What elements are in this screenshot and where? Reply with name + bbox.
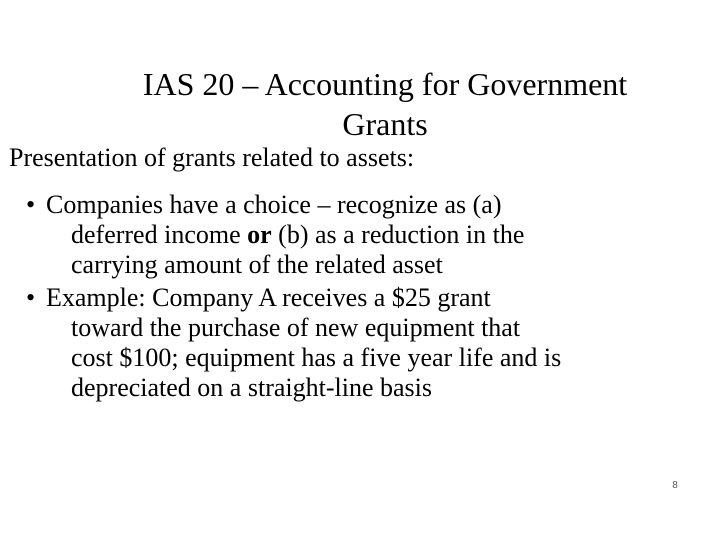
intro-text: Presentation of grants related to assets: bbox=[9, 143, 415, 172]
slide-title bbox=[60, 64, 710, 144]
bullet-item-example bbox=[9, 283, 709, 403]
bullet-item-choice bbox=[9, 190, 709, 280]
slide-title-line-1: IAS 20 – Accounting for Government bbox=[142, 66, 628, 102]
bullet-line bbox=[46, 220, 709, 250]
bullet-list bbox=[9, 190, 709, 406]
bullet-icon: • bbox=[26, 190, 36, 219]
bullet-icon: • bbox=[26, 283, 36, 312]
bullet-line-part: deferred income bbox=[71, 220, 248, 249]
bullet-line-part: (b) as a reduction in the bbox=[271, 220, 525, 249]
emphasis-or: or bbox=[247, 220, 272, 249]
bullet-line: carrying amount of the related asset bbox=[71, 250, 443, 279]
bullet-text bbox=[46, 283, 709, 403]
bullet-line: Example: Company A receives a $25 grant bbox=[46, 283, 491, 312]
page-number: 8 bbox=[672, 480, 678, 491]
bullet-line: depreciated on a straight-line basis bbox=[71, 373, 432, 402]
bullet-line: toward the purchase of new equipment that bbox=[71, 313, 521, 342]
slide-title-line-2: Grants bbox=[342, 106, 428, 142]
bullet-text bbox=[46, 190, 709, 280]
bullet-line: cost $100; equipment has a five year life and is bbox=[71, 343, 562, 372]
bullet-line: Companies have a choice – recognize as (a) bbox=[46, 190, 502, 219]
